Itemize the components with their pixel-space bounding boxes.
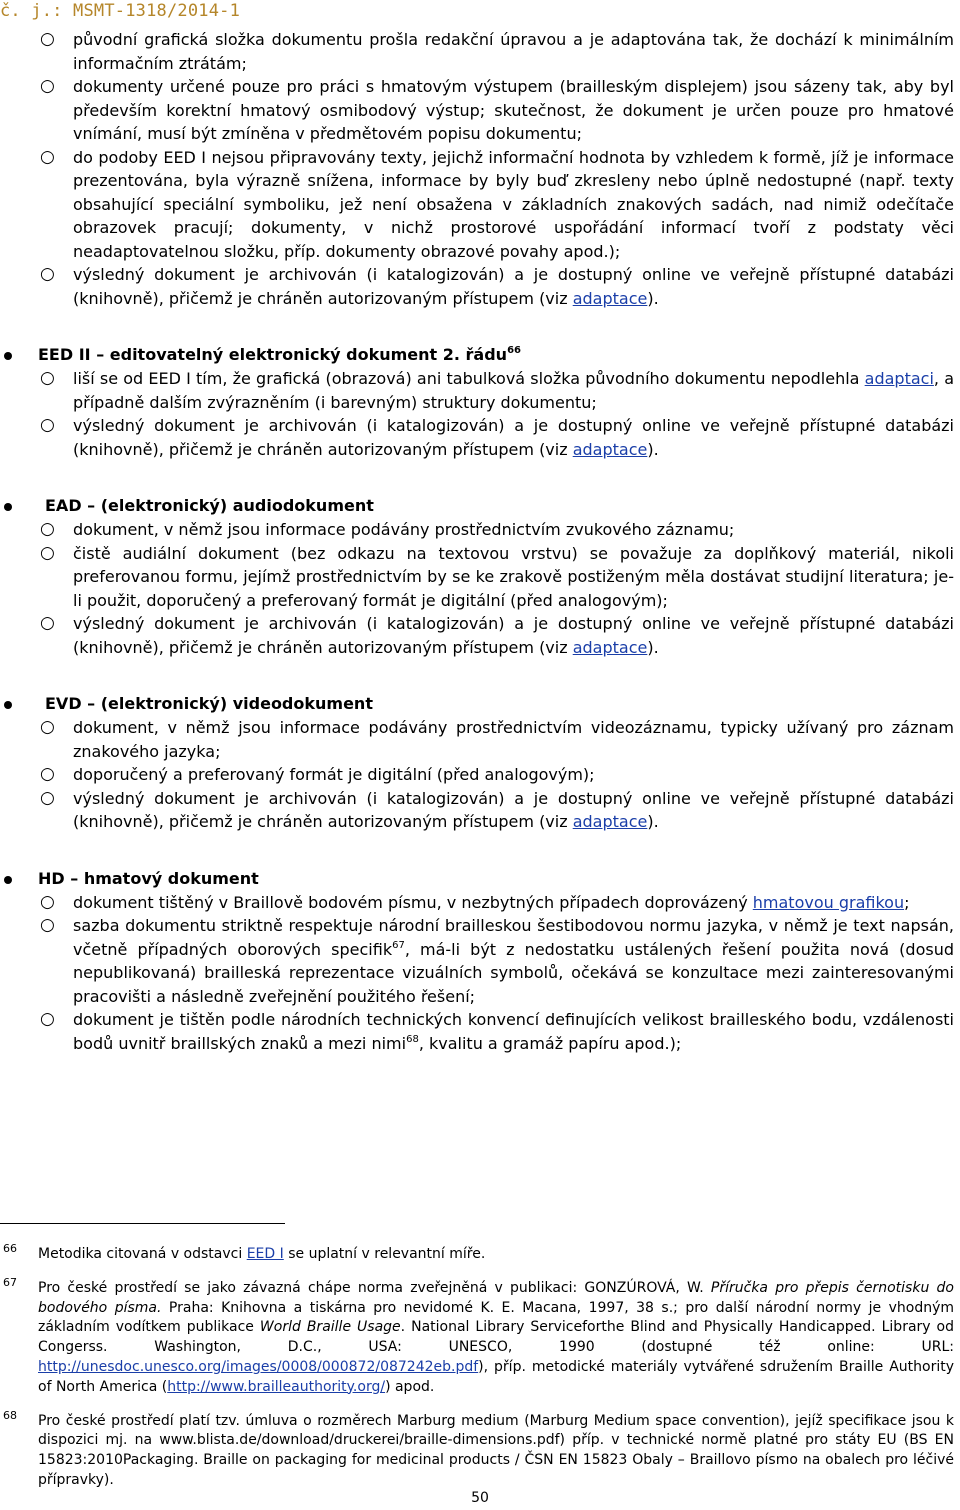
- filled-bullet-icon: [4, 876, 12, 884]
- circle-bullet-icon: ○: [40, 29, 55, 49]
- list-item: ○ výsledný dokument je archivován (i katalogizován) a je dostupný online ve veřejně přístupné databázi (knihovně), přičemž je chráněn autorizovaným přístupem (viz adaptace).: [40, 264, 954, 308]
- adaptace-link[interactable]: adaptace: [572, 439, 648, 459]
- circle-bullet-icon: ○: [40, 415, 55, 435]
- brailleauthority-link[interactable]: http://www.brailleauthority.org/: [167, 1378, 386, 1395]
- filled-bullet-icon: [4, 503, 12, 511]
- list-item: ○ do podoby EED I nejsou připravovány texty, jejichž informační hodnota by vzhledem k formě, jíž je informace prezentována, byla výrazně snížena, informace by byly buď zkresleny nebo úplně nedostupné (např. texty obsahující speciální symboliku, jež není obsažena v základních znakových sadách, nad nimiž odečítače obrazovek pracují; dokumenty, v nichž prostorové uspořádání informací tvoří z podstaty věci neadaptovatelnou složku, příp. dokumenty obrazové povahy apod.);: [40, 146, 954, 261]
- list-item: ○ doporučený a preferovaný formát je digitální (před analogovým);: [0, 763, 960, 787]
- circle-bullet-icon: ○: [40, 717, 55, 737]
- footnote-ref-66[interactable]: 66: [507, 345, 521, 356]
- eed-i-link[interactable]: EED I: [246, 1246, 284, 1262]
- section-heading-eed2: EED II – editovatelný elektronický dokument 2. řádu$^{66}$: [0, 343, 960, 367]
- footnote-ref-68[interactable]: 68: [406, 1033, 419, 1045]
- adaptace-link[interactable]: adaptace: [572, 637, 648, 657]
- circle-bullet-icon: ○: [40, 146, 55, 167]
- footnote-separator: [0, 1223, 285, 1224]
- circle-bullet-icon: ○: [40, 787, 55, 808]
- circle-bullet-icon: ○: [40, 764, 55, 784]
- section-heading-hd: HD – hmatový dokument: [0, 867, 960, 891]
- list-item: ○ dokument tištěný v Braillově bodovém písmu, v nezbytných případech doprovázený hmatovou grafikou;: [0, 891, 960, 915]
- main-content: [0, 28, 960, 1055]
- footnote-number: 66: [3, 1242, 17, 1255]
- list-item: ○ výsledný dokument je archivován (i katalogizován) a je dostupný online ve veřejně přístupné databázi (knihovně), přičemž je chráněn autorizovaným přístupem (viz adaptace).: [40, 787, 954, 831]
- list-item: ○ liší se od EED I tím, že grafická (obrazová) ani tabulková složka původního dokumentu nepodlehla adaptaci, a případně dalším zvýrazněním (i barevným) struktury dokumentu;: [40, 368, 954, 412]
- page-number: 50: [471, 1490, 489, 1506]
- footnote-number: 67: [3, 1275, 17, 1289]
- unesdoc-link[interactable]: http://unesdoc.unesco.org/images/0008/000872/087242eb.pdf: [38, 1358, 479, 1375]
- circle-bullet-icon: ○: [40, 613, 55, 633]
- filled-bullet-icon: [4, 701, 12, 709]
- footnote-number: 68: [3, 1408, 17, 1422]
- list-item: ○ dokumenty určené pouze pro práci s hmatovým výstupem (brailleským displejem) jsou sázeny tak, aby byl především korektní hmatový osmibodový výstup; skutečnost, že dokument je určen pouze pro hmatové vnímání, musí být zmíněna v předmětovém popisu dokumentu;: [40, 76, 954, 143]
- circle-bullet-icon: ○: [40, 542, 55, 563]
- footnote-ref-67[interactable]: 67: [392, 939, 405, 951]
- section-heading-ead: EAD – (elektronický) audiodokument: [0, 494, 960, 518]
- list-item: ○ čistě audiální dokument (bez odkazu na textovou vrstvu) se považuje za doplňkový materiál, nikoli preferovanou formu, jejímž prostřednictvím by se ke zrakově postiženým měla dostávat studijní literatura; je-li použit, doporučený a preferovaný formát je digitální (před analogovým);: [40, 542, 954, 610]
- hmatovou-grafiku-link[interactable]: hmatovou grafikou: [752, 892, 905, 912]
- list-item: ○ sazba dokumentu striktně respektuje národní brailleskou šestibodovou normu jazyka, v němž je text napsán, včetně případných oborových specifik$^{67}$, má-li být z nedostatku ustálených řešení použita nová (dosud nepublikovaná) brailleská reprezentace vizuálních symbolů, očekává se konzultace mezi zainteresovanými pracovišti a následně zveřejnění použitého řešení;: [40, 915, 954, 1006]
- circle-bullet-icon: ○: [40, 891, 55, 912]
- list-item: ○ dokument, v němž jsou informace podávány prostřednictvím zvukového záznamu;: [0, 518, 960, 542]
- section-heading-evd: EVD – (elektronický) videodokument: [0, 692, 960, 716]
- list-item: ○ dokument je tištěn podle národních technických konvencí definujících velikost brailleského bodu, vzdálenosti bodů uvnitř braillských znaků a mezi nimi$^{68}$, kvalitu a gramáž papíru apod.);: [40, 1009, 954, 1053]
- adaptace-link[interactable]: adaptace: [572, 288, 648, 308]
- footnote-66: 66 Metodika citovaná v odstavci EED I se uplatní v relevantní míře.: [0, 1245, 960, 1265]
- circle-bullet-icon: ○: [40, 76, 55, 96]
- circle-bullet-icon: ○: [40, 519, 55, 539]
- list-item: ○ výsledný dokument je archivován (i katalogizován) a je dostupný online ve veřejně přístupné databázi (knihovně), přičemž je chráněn autorizovaným přístupem (viz adaptace).: [40, 613, 954, 657]
- list-item: ○ dokument, v němž jsou informace podávány prostřednictvím videozáznamu, typicky užívaný pro záznam znakového jazyka;: [40, 717, 954, 761]
- adaptaci-link[interactable]: adaptaci: [864, 369, 934, 388]
- circle-bullet-icon: ○: [40, 368, 55, 388]
- footnotes: [0, 1242, 960, 1505]
- adaptace-link[interactable]: adaptace: [572, 812, 648, 831]
- circle-bullet-icon: ○: [40, 915, 55, 935]
- document-reference-header: č. j.: MSMT-1318/2014-1: [0, 1, 241, 21]
- list-item: ○ původní grafická složka dokumentu prošla redakční úpravou a je adaptována tak, že dochází k minimálním informačním ztrátám;: [40, 29, 954, 73]
- circle-bullet-icon: ○: [40, 1009, 55, 1029]
- footnote-67: 67 Pro české prostředí se jako závazná chápe norma zveřejněná v publikaci: GONZÚROVÁ, W. Příručka pro přepis černotisku do bodového písma. Praha: Knihovna a tiskárna pro nevidomé K. E. Macana, 1997, 38 s.; pro další národní normy je vhodným základním vodítkem publikace World Braille Usage. National Library Serviceforthe Blind and Physically Handicapped. Library od Congerss. Washington, D.C., USA: UNESCO, 1990 (dostupné též online: URL: http://unesdoc.unesco.org/images/0008/000872/087242eb.pdf), příp. metodické materiály vytvářené sdružením Braille Authority of North America (http://www.brailleauthority.org/) apod.: [0, 1279, 960, 1398]
- footnote-68: 68 Pro české prostředí platí tzv. úmluva o rozměrech Marburg medium (Marburg Medium space convention), jejíž specifikace jsou k dispozici mj. na www.blista.de/download/druckerei/braille-dimensions.pdf) příp. v technické normě platné pro státy EU (BS EN 15823:2010Packaging. Braille on packaging for medicinal products / ČSN EN 15823 Obaly – Braillovo písmo na obalech pro léčivé přípravky).: [0, 1412, 960, 1491]
- list-item: ○ výsledný dokument je archivován (i katalogizován) a je dostupný online ve veřejně přístupné databázi (knihovně), přičemž je chráněn autorizovaným přístupem (viz adaptace).: [40, 415, 954, 459]
- circle-bullet-icon: ○: [40, 264, 55, 284]
- filled-bullet-icon: [4, 352, 12, 360]
